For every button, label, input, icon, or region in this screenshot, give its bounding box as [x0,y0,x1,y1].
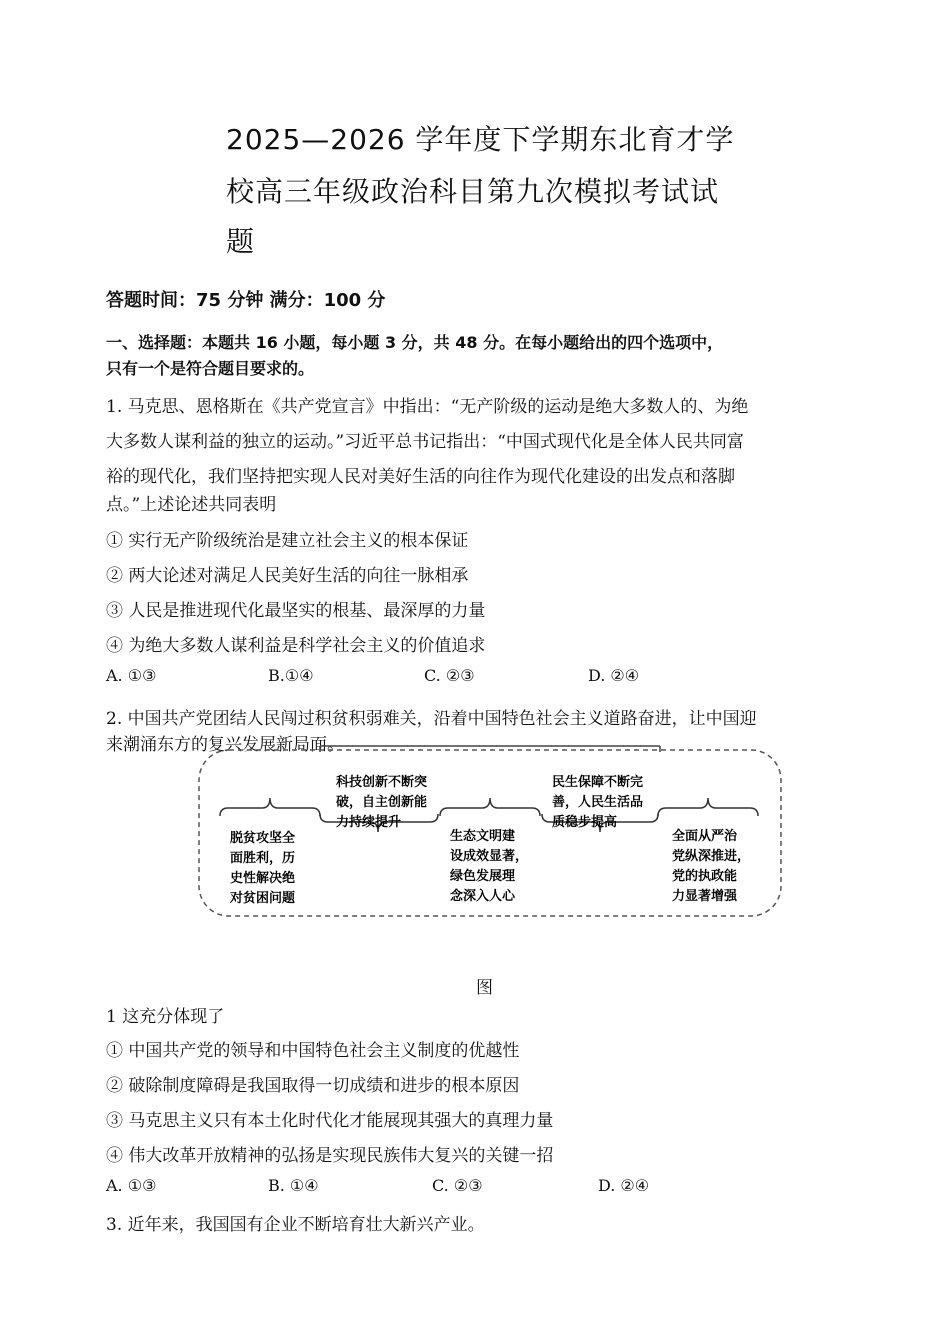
q1-stem-line: 1. 马克思、恩格斯在《共产党宣言》中指出：“无产阶级的运动是绝大多数人的、为绝 [106,397,749,417]
q3-stem: 3. 近年来，我国国有企业不断培育壮大新兴产业。 [106,1215,485,1235]
brace-3 [440,798,540,816]
q1-option-d: D. ②④ [588,666,640,685]
q1-option-c: C. ②③ [424,666,475,685]
q2-statement: ② 破除制度障碍是我国取得一切成绩和进步的根本原因 [106,1076,520,1096]
q2-after-caption: 1 这充分体现了 [106,1007,225,1027]
section-instruction-2: 只有一个是符合题目要求的。 [106,359,315,378]
q1-stem-line: 大多数人谋利益的独立的运动。”习近平总书记指出：“中国式现代化是全体人民共同富 [106,432,744,452]
diagram-item-4: 民生保障不断完 [552,775,644,790]
diagram-item-2: 破，自主创新能 [336,795,428,810]
diagram-item-5: 全面从严治 [672,829,738,844]
q2-stem-line: 来潮涌东方的复兴发展新局面。 [106,735,344,755]
diagram-item-1: 对贫困问题 [230,891,296,906]
q2-option-d: D. ②④ [598,1176,650,1195]
diagram-item-5: 力显著增强 [672,889,738,904]
title-line-3: 题 [226,225,256,258]
q2-stem-line: 2. 中国共产党团结人民闯过积贫积弱难关，沿着中国特色社会主义道路奋进，让中国迎 [106,709,757,729]
q2-statement: ① 中国共产党的领导和中国特色社会主义制度的优越性 [106,1041,520,1061]
diagram-item-3: 绿色发展理 [450,869,516,884]
diagram-item-1: 史性解决绝 [230,871,296,886]
diagram-item-1: 面胜利，历 [230,851,296,866]
brace-5 [658,798,758,816]
brace-1 [220,798,320,816]
q1-stem-line: 点。”上述论述共同表明 [106,495,277,515]
diagram-item-2: 科技创新不断突 [336,775,428,790]
diagram-item-5: 党的执政能 [672,869,738,884]
q1-statement: ③ 人民是推进现代化最坚实的根基、最深厚的力量 [106,601,486,621]
diagram-item-4: 质稳步提高 [552,815,618,830]
q2-option-c: C. ②③ [432,1176,483,1195]
q1-stem-line: 裕的现代化，我们坚持把实现人民对美好生活的向往作为现代化建设的出发点和落脚 [106,467,735,487]
q2-option-a: A. ①③ [106,1176,157,1195]
diagram-item-3: 念深入人心 [450,889,516,904]
q2-option-b: B. ①④ [268,1176,319,1195]
q2-statement: ④ 伟大改革开放精神的弘扬是实现民族伟大复兴的关键一招 [106,1146,554,1166]
q1-option-b: B.①④ [268,666,314,685]
figure-caption: 图 [476,978,493,998]
title-line-1: 2025—2026 学年度下学期东北育才学 [226,123,735,156]
diagram-item-4: 善，人民生活品 [552,795,644,810]
section-instruction-1: 一、选择题：本题共 16 小题，每小题 3 分，共 48 分。在每小题给出的四个选项中， [106,333,724,352]
q1-statement: ② 两大论述对满足人民美好生活的向往一脉相承 [106,566,469,586]
achievements-diagram [196,744,784,920]
q2-statement: ③ 马克思主义只有本土化时代化才能展现其强大的真理力量 [106,1111,554,1131]
diagram-item-3: 设成效显著， [450,849,529,864]
q1-option-a: A. ①③ [106,666,157,685]
exam-meta: 答题时间：75 分钟 满分：100 分 [106,290,386,311]
diagram-item-3: 生态文明建 [450,829,516,844]
q1-statement: ④ 为绝大多数人谋利益是科学社会主义的价值追求 [106,636,486,656]
q1-statement: ① 实行无产阶级统治是建立社会主义的根本保证 [106,531,469,551]
title-line-2: 校高三年级政治科目第九次模拟考试试 [226,175,720,208]
diagram-item-2: 力持续提升 [336,815,402,830]
diagram-item-5: 党纵深推进， [672,849,751,864]
diagram-item-1: 脱贫攻坚全 [230,831,296,846]
